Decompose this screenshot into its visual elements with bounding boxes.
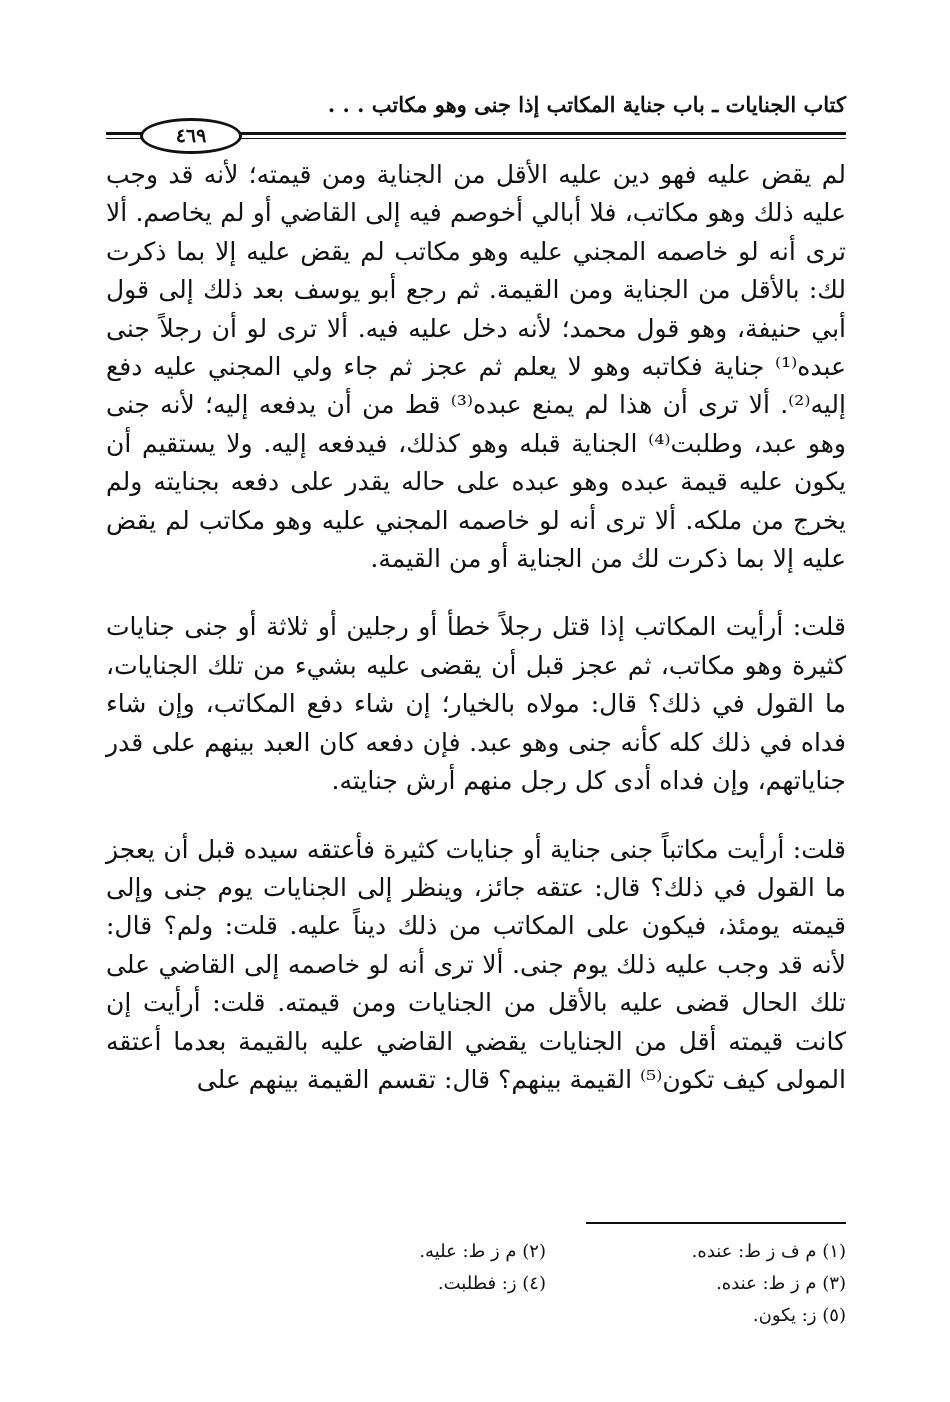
footnote-separator xyxy=(586,1222,846,1224)
page-number: ٤٦٩ xyxy=(140,118,242,154)
main-text xyxy=(106,156,846,1099)
footnote-row xyxy=(106,1268,846,1300)
footnotes xyxy=(106,1236,846,1332)
paragraph-1: لم يقض عليه فهو دين عليه الأقل من الجناية ومن قيمته؛ لأنه قد وجب عليه ذلك وهو مكاتب، فلا أبالي أخوصم فيه إلى القاضي أو لم يخاصم. ألا ترى أنه لو خاصمه المجني عليه وهو مكاتب لم يقض عليه إلا بما ذكرت لك: بالأقل من الجناية ومن القيمة. ثم رجع أبو يوسف بعد ذلك إلى قول أبي حنيفة، وهو قول محمد؛ لأنه دخل عليه فيه. ألا ترى لو أن رجلاً جنى عبده⁽¹⁾ جناية فكاتبه وهو لا يعلم ثم عجز ثم جاء ولي المجني عليه دفع إليه⁽²⁾. ألا ترى أن هذا لم يمنع عبده⁽³⁾ قط من أن يدفعه إليه؛ لأنه جنى وهو عبد، وطلبت⁽⁴⁾ الجناية قبله وهو كذلك، فيدفعه إليه. ولا يستقيم أن يكون عليه قيمة عبده وهو عبده على حاله يقدر على دفعه بجنايته ولم يخرج من ملكه. ألا ترى أنه لو خاصمه المجني عليه وهو مكاتب لم يقض عليه إلا بما ذكرت لك من الجناية أو من القيمة. xyxy=(106,160,846,574)
paragraph-3: قلت: أرأيت مكاتباً جنى جناية أو جنايات كثيرة فأعتقه سيده قبل أن يعجز ما القول في ذلك؟ قال: عتقه جائز، وينظر إلى الجنايات يوم جنى وإلى قيمته يومئذ، فيكون على المكاتب من ذلك ديناً عليه. قلت: ولم؟ قال: لأنه قد وجب عليه ذلك يوم جنى. ألا ترى أنه لو خاصمه إلى القاضي على تلك الحال قضى عليه بالأقل من الجنايات ومن قيمته. قلت: أرأيت إن كانت قيمته أقل من الجنايات يقضي القاضي عليه بالقيمة بعدما أعتقه المولى كيف تكون⁽⁵⁾ القيمة بينهم؟ قال: تقسم القيمة بينهم على xyxy=(106,834,846,1094)
footnote-5: (٥) ز: يكون. xyxy=(752,1305,846,1326)
footnote-4: (٤) ز: فطلبت. xyxy=(437,1273,546,1294)
footnote-2: (٢) م ز ط: عليه. xyxy=(419,1241,546,1262)
footnote-3: (٣) م ز ط: عنده. xyxy=(716,1273,846,1294)
footnote-row xyxy=(106,1300,846,1332)
running-header xyxy=(106,92,846,122)
footnote-row xyxy=(106,1236,846,1268)
footnote-1: (١) م ف ز ط: عنده. xyxy=(691,1241,846,1262)
chapter-title: كتاب الجنايات ـ باب جناية المكاتب إذا جنى وهو مكاتب . . . xyxy=(327,92,846,117)
paragraph-2: قلت: أرأيت المكاتب إذا قتل رجلاً خطأ أو رجلين أو ثلاثة أو جنى جنايات كثيرة وهو مكاتب، ثم عجز قبل أن يقضى عليه بشيء من تلك الجنايات، ما القول في ذلك؟ قال: مولاه بالخيار؛ إن شاء دفع المكاتب، وإن شاء فداه في ذلك كله كأنه جنى وهو عبد. فإن دفعه كان العبد بينهم على قدر جناياتهم، وإن فداه أدى كل رجل منهم أرش جنايته. xyxy=(106,612,846,796)
